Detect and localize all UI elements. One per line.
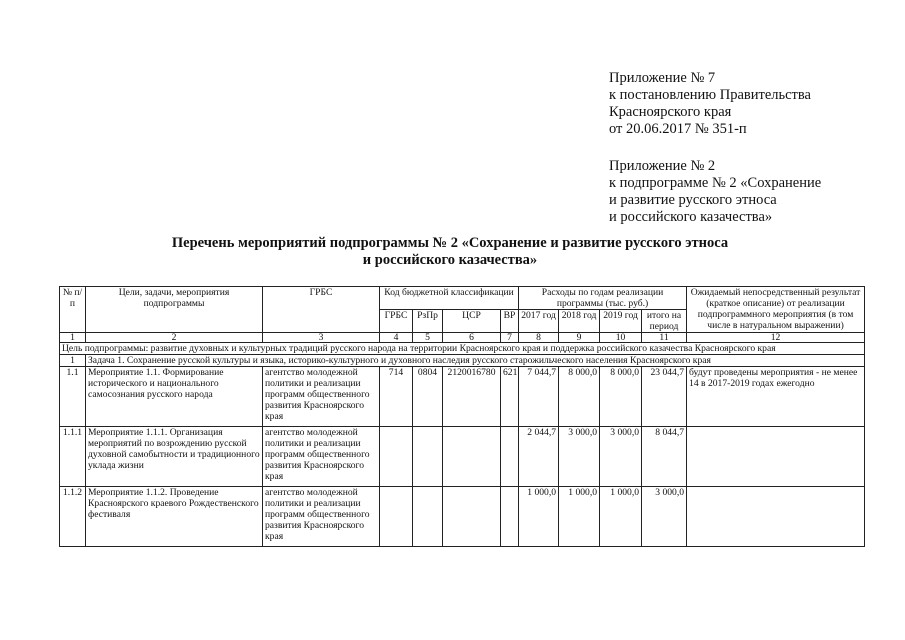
header-no: № п/п [60, 287, 86, 333]
row-csr: 2120016780 [443, 367, 501, 427]
table-row [60, 487, 865, 547]
appendix-2-block [609, 158, 821, 226]
row-grbs: агентство молодежной политики и реализации программ общественного развития Красноярского края [263, 487, 380, 547]
row-csr [443, 427, 501, 487]
column-number: 9 [559, 333, 600, 343]
row-grbs-code [380, 427, 413, 487]
column-number: 5 [413, 333, 443, 343]
table-row [60, 367, 865, 427]
row-total: 3 000,0 [642, 487, 687, 547]
document-title-line: и российского казачества» [362, 252, 538, 268]
header-row [60, 287, 865, 310]
row-rzpr [413, 487, 443, 547]
appendix-7-line: Красноярского края [609, 104, 732, 120]
row-no: 1.1.2 [60, 487, 86, 547]
appendix-7-line: от 20.06.2017 № 351-п [609, 121, 747, 137]
column-number: 4 [380, 333, 413, 343]
row-total: 23 044,7 [642, 367, 687, 427]
column-number: 8 [519, 333, 559, 343]
row-csr [443, 487, 501, 547]
row-2019: 3 000,0 [600, 427, 642, 487]
row-no: 1.1.1 [60, 427, 86, 487]
activities-table [59, 286, 865, 547]
column-number: 7 [501, 333, 519, 343]
row-2019: 8 000,0 [600, 367, 642, 427]
row-2017: 2 044,7 [519, 427, 559, 487]
row-result: будут проведены мероприятия - не менее 14 в 2017-2019 годах ежегодно [687, 367, 865, 427]
header-goals: Цели, задачи, мероприятия подпрограммы [86, 287, 263, 333]
row-rzpr [413, 427, 443, 487]
row-grbs: агентство молодежной политики и реализации программ общественного развития Красноярского края [263, 367, 380, 427]
row-result [687, 427, 865, 487]
row-grbs-code [380, 487, 413, 547]
column-number: 3 [263, 333, 380, 343]
row-2018: 8 000,0 [559, 367, 600, 427]
appendix-7-block [609, 70, 811, 138]
row-vr [501, 487, 519, 547]
header-vr: ВР [501, 310, 519, 333]
header-2019: 2019 год [600, 310, 642, 333]
row-activity-name: Мероприятие 1.1. Формирование исторического и национального самосознания русского народа [86, 367, 263, 427]
appendix-2-line: Приложение № 2 [609, 158, 716, 174]
header-total: итого на период [642, 310, 687, 333]
goal-text: Цель подпрограммы: развитие духовных и культурных традиций русского народа на территории Красноярского края и поддержка российского казачества Красноярского края [60, 343, 865, 355]
header-grbs-code: ГРБС [380, 310, 413, 333]
header-budget-code: Код бюджетной классификации [380, 287, 519, 310]
table-row [60, 427, 865, 487]
row-no: 1.1 [60, 367, 86, 427]
row-2018: 1 000,0 [559, 487, 600, 547]
row-vr: 621 [501, 367, 519, 427]
task-text: Задача 1. Сохранение русской культуры и языка, историко-культурного и духовного наследия русского старожильческого населения Красноярского края [86, 355, 865, 367]
appendix-2-line: и развитие русского этноса [609, 192, 777, 208]
row-result [687, 487, 865, 547]
appendix-2-line: и российского казачества» [609, 209, 773, 225]
row-grbs: агентство молодежной политики и реализации программ общественного развития Красноярского края [263, 427, 380, 487]
column-number: 2 [86, 333, 263, 343]
row-2017: 1 000,0 [519, 487, 559, 547]
row-2017: 7 044,7 [519, 367, 559, 427]
column-number: 10 [600, 333, 642, 343]
header-expenses: Расходы по годам реализации программы (тыс. руб.) [519, 287, 687, 310]
header-csr: ЦСР [443, 310, 501, 333]
goal-row [60, 343, 865, 355]
row-2019: 1 000,0 [600, 487, 642, 547]
header-rzpr: РзПр [413, 310, 443, 333]
column-number: 1 [60, 333, 86, 343]
column-number: 6 [443, 333, 501, 343]
row-rzpr: 0804 [413, 367, 443, 427]
header-2017: 2017 год [519, 310, 559, 333]
appendix-7-line: к постановлению Правительства [609, 87, 811, 103]
row-2018: 3 000,0 [559, 427, 600, 487]
column-number: 12 [687, 333, 865, 343]
document-title-line: Перечень мероприятий подпрограммы № 2 «Сохранение и развитие русского этноса [171, 235, 729, 251]
task-row [60, 355, 865, 367]
row-activity-name: Мероприятие 1.1.2. Проведение Красноярского краевого Рождественского фестиваля [86, 487, 263, 547]
appendix-2-line: к подпрограмме № 2 «Сохранение [609, 175, 822, 191]
document-title [140, 235, 760, 269]
header-2018: 2018 год [559, 310, 600, 333]
header-grbs: ГРБС [263, 287, 380, 333]
row-activity-name: Мероприятие 1.1.1. Организация мероприятий по возрождению русской духовной самобытности и традиционного уклада жизни [86, 427, 263, 487]
row-total: 8 044,7 [642, 427, 687, 487]
header-result: Ожидаемый непосредственный результат (краткое описание) от реализации подпрограммного мероприятия (в том числе в натуральном выражении) [687, 287, 865, 333]
task-no: 1 [60, 355, 86, 367]
row-vr [501, 427, 519, 487]
appendix-7-line: Приложение № 7 [609, 70, 716, 86]
row-grbs-code: 714 [380, 367, 413, 427]
column-number-row [60, 333, 865, 343]
column-number: 11 [642, 333, 687, 343]
